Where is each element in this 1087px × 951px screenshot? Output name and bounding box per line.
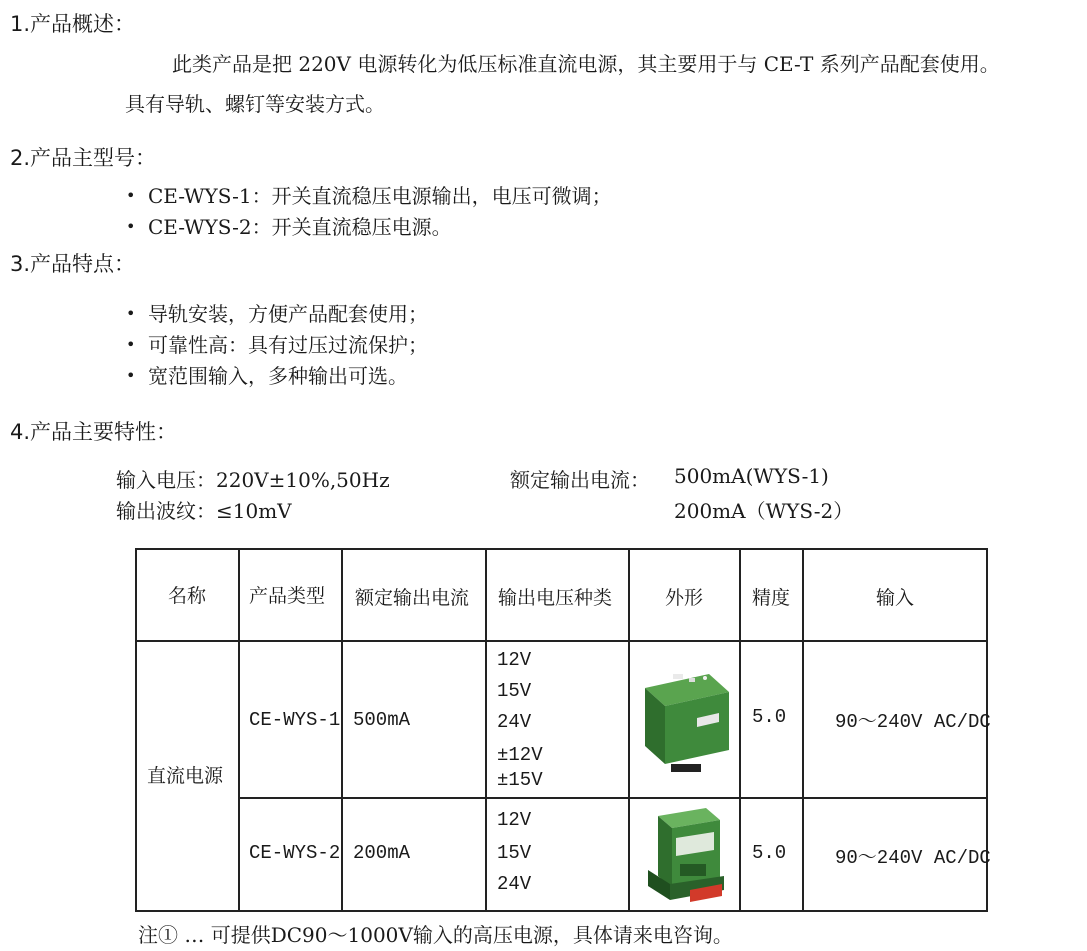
spec-ripple: 输出波纹：≤10mV — [116, 499, 292, 523]
feature-list-item: • 导轨安装，方便产品配套使用； — [126, 298, 428, 327]
section-1-para-2: 具有导轨、螺钉等安装方式。 — [125, 92, 385, 116]
section-3-heading: 3.产品特点： — [10, 252, 136, 276]
wys2-module-image — [640, 804, 730, 908]
section-1-para-1: 此类产品是把 220V 电源转化为低压标准直流电源，其主要用于与 CE-T 系列产品配套使用。 — [172, 52, 1000, 76]
header-input: 输入 — [876, 587, 915, 609]
footnote: 注① … 可提供DC90～1000V输入的高压电源，具体请来电咨询。 — [138, 923, 733, 947]
row2-type: CE-WYS-2 — [249, 842, 341, 864]
spec-rated-current-label: 额定输出电流： — [510, 468, 650, 492]
header-type: 产品类型 — [249, 585, 326, 607]
product-table — [135, 548, 991, 912]
model-list-item: • CE-WYS-1：开关直流稳压电源输出，电压可微调； — [126, 180, 612, 209]
row2-voltage: 12V — [497, 809, 532, 831]
row1-voltage: 24V — [497, 711, 532, 733]
row1-accuracy: 5.0 — [752, 706, 787, 728]
section-1-heading: 1.产品概述： — [10, 12, 136, 36]
row2-input: 90～240V AC/DC — [835, 847, 991, 869]
row1-type: CE-WYS-1 — [249, 709, 341, 731]
spec-rated-current-1: 500mA(WYS-1) — [674, 464, 829, 488]
row2-accuracy: 5.0 — [752, 842, 787, 864]
model-list-item: • CE-WYS-2：开关直流稳压电源。 — [126, 211, 452, 240]
table-col-divider — [739, 548, 741, 912]
table-col-divider — [341, 548, 343, 912]
group-name: 直流电源 — [147, 765, 224, 787]
spec-rated-current-2: 200mA（WYS-2） — [674, 499, 854, 523]
table-col-divider — [628, 548, 630, 912]
row2-current: 200mA — [353, 842, 411, 864]
table-col-divider — [238, 548, 240, 912]
spec-input-voltage: 输入电压：220V±10%,50Hz — [116, 468, 390, 492]
table-col-divider — [802, 548, 804, 912]
row2-voltage: 24V — [497, 873, 532, 895]
section-4-heading: 4.产品主要特性： — [10, 420, 178, 444]
header-current: 额定输出电流 — [355, 587, 470, 609]
row1-voltage: ±15V — [497, 769, 543, 791]
table-header-divider — [135, 640, 988, 642]
header-name: 名称 — [168, 585, 207, 607]
header-accuracy: 精度 — [752, 587, 791, 609]
table-border-bottom — [135, 910, 988, 912]
header-voltage: 输出电压种类 — [498, 587, 613, 609]
feature-list-item: • 可靠性高：具有过压过流保护； — [126, 329, 428, 358]
row2-voltage: 15V — [497, 842, 532, 864]
table-row-divider — [238, 797, 988, 799]
row1-voltage: 15V — [497, 680, 532, 702]
row1-input: 90～240V AC/DC — [835, 711, 991, 733]
header-appearance: 外形 — [665, 587, 704, 609]
table-border-left — [135, 548, 137, 912]
wys1-module-image — [635, 666, 735, 776]
feature-list-item: • 宽范围输入，多种输出可选。 — [126, 360, 408, 389]
row1-current: 500mA — [353, 709, 411, 731]
row1-voltage: 12V — [497, 649, 532, 671]
section-2-heading: 2.产品主型号： — [10, 146, 157, 170]
table-col-divider — [485, 548, 487, 912]
row1-voltage: ±12V — [497, 744, 543, 766]
table-border-top — [135, 548, 988, 550]
